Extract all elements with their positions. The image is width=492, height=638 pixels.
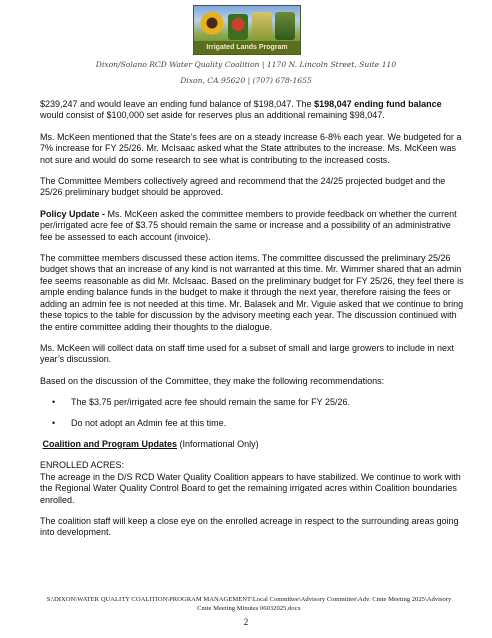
section-heading [40,439,465,450]
staff-time-paragraph: Ms. McKeen will collect data on staff time used for a subset of small and large growers to include in next year’s discussion. [40,342,455,365]
crop-photo-2 [252,12,272,40]
page-number: 2 [243,617,249,627]
section-title: Coalition and Program Updates [42,438,178,449]
recommendations-list [40,397,465,429]
budget-paragraph: $239,247 and would leave an ending fund balance of $198,047. The $198,047 ending fund balance would consist of $100,000 set aside for reserves plus an additional remaining $98,047. [40,99,442,121]
enrolled-acres-paragraph: The acreage in the D/S RCD Water Quality Coalition appears to have stabilized. We continue to work with the Regional Water Quality Control Board to get the remaining irrigated acres within Coalition boundaries enrolled. [40,471,461,505]
enrolled-acres-heading: ENROLLED ACRES: [40,460,125,471]
letterhead-address: Dixon/Solano RCD Water Quality Coalition | 1170 N. Lincoln Street, Suite 110 [95,60,397,69]
policy-update-paragraph: Policy Update - Ms. McKeen asked the committee members to provide feedback on whether the current per/irrigated acre fee of $3.75 should remain the same or increase and a possibility of an administrative fee be assessed to each account (invoice). [40,208,457,242]
list-item: • The $3.75 per/irrigated acre fee should remain the same for FY 25/26. [52,397,350,408]
crop-photo-1 [228,14,248,40]
logo-caption: Irrigated Lands Program [194,41,300,54]
document-body [40,99,465,549]
program-logo [193,5,301,55]
crop-photo-3 [275,12,295,40]
section-note: (Informational Only) [177,438,259,449]
letterhead-city-phone: Dixon, CA 95620 | (707) 678-1655 [180,76,312,85]
development-paragraph: The coalition staff will keep a close eye on the enrolled acreage in respect to the surrounding areas going into development. [40,515,459,538]
policy-update-heading: Policy Update - [40,208,106,219]
list-item: • Do not adopt an Admin fee at this time. [52,417,227,428]
state-fees-paragraph: Ms. McKeen mentioned that the State’s fees are on a steady increase 6-8% each year. We budgeted for a 7% increase for FY 25/26. Mr. McIsaac asked what the State attributes to the increase. Ms. McKeen was not sure and would do some research to see what is contributing to the increased costs. [40,131,462,165]
file-path-footer: S:\DIXON\WATER QUALITY COALITION\PROGRAM MANAGEMENT\Local Committee\Advisory Committee\Adv. Cmte Meeting 2025\Advisory Cmte Meeting Minutes 06032025.docx [46,596,452,612]
bullet-icon: • [52,397,56,408]
recommendations-intro: Based on the discussion of the Committee, they make the following recommendations: [40,375,385,386]
sunflower-graphic [200,11,224,35]
bullet-icon: • [52,417,56,428]
discussion-paragraph: The committee members discussed these action items. The committee discussed the preliminary 25/26 budget shows that an increase of any kind is not warranted at this time. Mr. Wimmer shared that an admin fee seems reasonable as did Mr. McIsaac. Based on the preliminary budget for FY 25/26, they feel there is ample ending balance funds in the budget to make it through the next year, therefore raising the fees or adding an admin fee is not needed at this time. Mr. Balasek and Mr. Viguie asked that we continue to bring these topics to the table for discussion by the advisory meeting each year. The discussion continued with the entire committee adding their thoughts to the dialogue. [40,253,464,332]
ending-fund-balance-bold: $198,047 ending fund balance [314,99,442,109]
approval-paragraph: The Committee Members collectively agreed and recommend that the 24/25 projected budget and the 25/26 preliminary budget should be approved. [40,176,446,198]
